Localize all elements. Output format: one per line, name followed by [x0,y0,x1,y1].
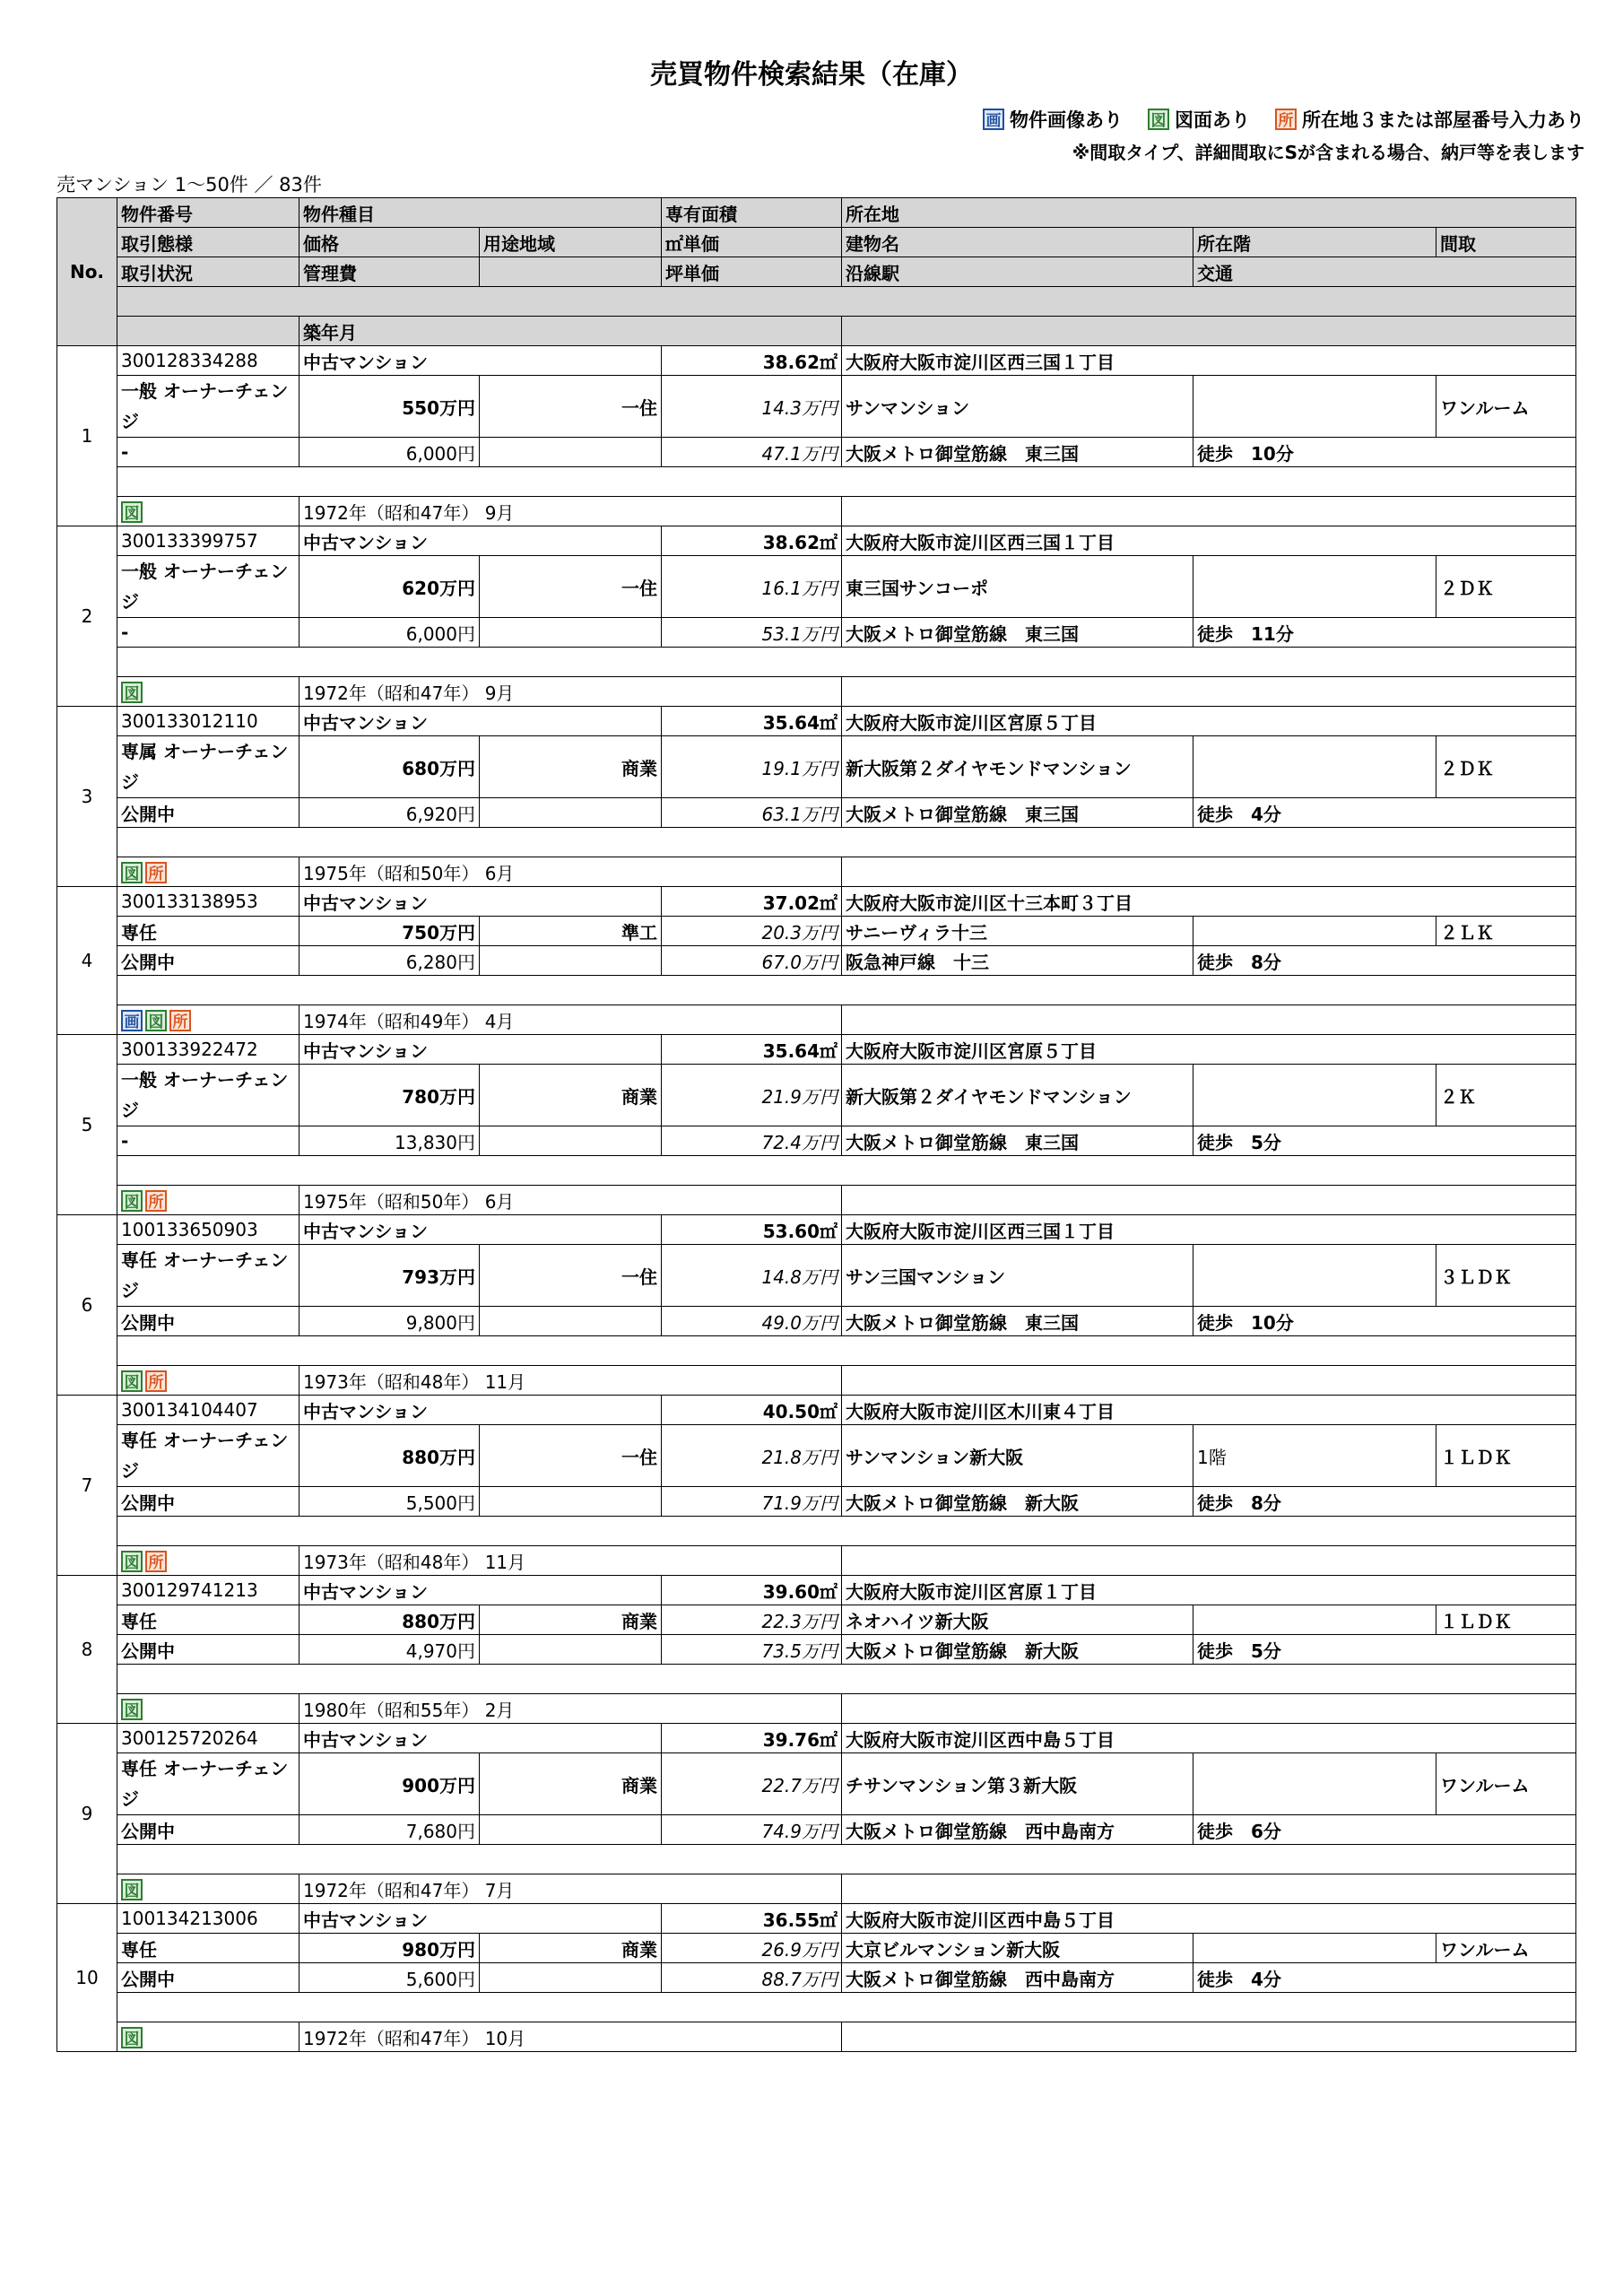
property-id: 300133012110 [117,707,299,736]
address: 大阪府大阪市淀川区西三国１丁目 [842,526,1576,556]
property-id: 300125720264 [117,1724,299,1753]
property-id: 300128334288 [117,346,299,376]
floorplan-available-icon: 図 [1148,109,1169,130]
access: 徒歩 10分 [1193,438,1576,467]
property-row-4 [57,1993,1576,2022]
location-detail-icon: 所 [145,1190,167,1212]
listing-status: 公開中 [117,946,299,976]
management-fee: 4,970円 [299,1635,480,1665]
property-row-4 [57,1517,1576,1546]
built-date: 1973年（昭和48年） 11月 [299,1366,842,1396]
deal-type: 専任 オーナーチェンジ [117,1753,299,1815]
built-date: 1972年（昭和47年） 7月 [299,1874,842,1904]
floorplan-available-icon: 図 [121,1190,143,1212]
listing-status: - [117,618,299,648]
price-per-tsubo: 73.5万円 [662,1635,842,1665]
floorplan-available-icon: 図 [121,862,143,883]
row-number: 2 [57,526,117,707]
property-row-3 [57,1487,1576,1517]
floorplan-available-icon: 図 [121,1370,143,1392]
room-layout: ２ＤＫ [1436,736,1576,798]
property-row-5 [57,677,1576,707]
row-number: 5 [57,1035,117,1215]
property-id: 300133399757 [117,526,299,556]
feature-icons [117,1694,299,1724]
header-fee: 管理費 [299,257,480,287]
nearest-station: 大阪メトロ御堂筋線 西中島南方 [842,1815,1193,1845]
floor-level [1193,376,1436,438]
deal-type: 一般 オーナーチェンジ [117,1065,299,1126]
property-row-4 [57,976,1576,1005]
price-per-tsubo: 67.0万円 [662,946,842,976]
header-row-3 [57,257,1576,287]
deal-type: 専任 オーナーチェンジ [117,1245,299,1307]
property-row-4 [57,1336,1576,1366]
building-name: サンマンション新大阪 [842,1425,1193,1487]
building-name: 新大阪第２ダイヤモンドマンション [842,1065,1193,1126]
access: 徒歩 10分 [1193,1307,1576,1336]
access: 徒歩 4分 [1193,798,1576,828]
property-row-1 [57,526,1576,556]
legend-label-image: 物件画像あり [1010,109,1123,131]
floor-level [1193,917,1436,946]
property-row-3 [57,1815,1576,1845]
address: 大阪府大阪市淀川区木川東４丁目 [842,1396,1576,1425]
price: 780万円 [299,1065,480,1126]
built-date: 1980年（昭和55年） 2月 [299,1694,842,1724]
nearest-station: 大阪メトロ御堂筋線 西中島南方 [842,1963,1193,1993]
location-detail-icon: 所 [145,1370,167,1392]
row-number: 8 [57,1576,117,1724]
built-date: 1974年（昭和49年） 4月 [299,1005,842,1035]
result-count: 売マンション 1〜50件 ／ 83件 [56,174,322,196]
header-id: 物件番号 [117,198,299,228]
zoning: 一住 [480,1425,662,1487]
building-name: 東三国サンコーポ [842,556,1193,618]
property-row-2 [57,556,1576,618]
property-row-1 [57,346,1576,376]
listing-status: 公開中 [117,1815,299,1845]
property-row-3 [57,1307,1576,1336]
location-detail-icon: 所 [1275,109,1297,130]
floor-area: 39.60㎡ [662,1576,842,1605]
price-per-sqm: 20.3万円 [662,917,842,946]
property-row-4 [57,648,1576,677]
floor-area: 40.50㎡ [662,1396,842,1425]
property-id: 300134104407 [117,1396,299,1425]
legend [983,106,1584,133]
property-row-5 [57,1874,1576,1904]
floor-level [1193,1065,1436,1126]
feature-icons [117,1874,299,1904]
property-id: 300133922472 [117,1035,299,1065]
floor-area: 38.62㎡ [662,526,842,556]
price-per-sqm: 22.3万円 [662,1605,842,1635]
price-per-sqm: 26.9万円 [662,1934,842,1963]
location-detail-icon: 所 [145,862,167,883]
floor-area: 38.62㎡ [662,346,842,376]
header-row-2 [57,228,1576,257]
price-per-tsubo: 71.9万円 [662,1487,842,1517]
property-row-1 [57,1576,1576,1605]
room-layout: ２ＬＫ [1436,917,1576,946]
header-building: 建物名 [842,228,1193,257]
price-per-sqm: 14.3万円 [662,376,842,438]
property-row-2 [57,1934,1576,1963]
row-number: 7 [57,1396,117,1576]
price: 900万円 [299,1753,480,1815]
management-fee: 7,680円 [299,1815,480,1845]
floor-level: 1階 [1193,1425,1436,1487]
price-per-tsubo: 88.7万円 [662,1963,842,1993]
header-sqm: ㎡単価 [662,228,842,257]
legend-label-location: 所在地３または部屋番号入力あり [1302,109,1584,131]
price-per-tsubo: 53.1万円 [662,618,842,648]
row-number: 9 [57,1724,117,1904]
row-number: 10 [57,1904,117,2052]
property-row-1 [57,1035,1576,1065]
layout-note: ※間取タイプ、詳細間取にSが含まれる場合、納戸等を表します [1072,142,1584,163]
property-row-3 [57,618,1576,648]
price-per-sqm: 22.7万円 [662,1753,842,1815]
management-fee: 6,920円 [299,798,480,828]
row-number: 1 [57,346,117,526]
management-fee: 9,800円 [299,1307,480,1336]
property-id: 100134213006 [117,1904,299,1934]
property-id: 100133650903 [117,1215,299,1245]
zoning: 一住 [480,376,662,438]
property-type: 中古マンション [299,526,662,556]
property-row-2 [57,1753,1576,1815]
management-fee: 6,000円 [299,438,480,467]
property-row-4 [57,828,1576,857]
property-type: 中古マンション [299,346,662,376]
floor-area: 39.76㎡ [662,1724,842,1753]
header-access: 交通 [1193,257,1576,287]
building-name: サンマンション [842,376,1193,438]
property-row-1 [57,887,1576,917]
zoning: 商業 [480,1934,662,1963]
price-per-tsubo: 74.9万円 [662,1815,842,1845]
floor-level [1193,736,1436,798]
built-date: 1973年（昭和48年） 11月 [299,1546,842,1576]
results-table [56,197,1576,2052]
property-row-5 [57,1005,1576,1035]
header-area: 専有面積 [662,198,842,228]
address: 大阪府大阪市淀川区西三国１丁目 [842,346,1576,376]
feature-icons [117,497,299,526]
nearest-station: 大阪メトロ御堂筋線 新大阪 [842,1487,1193,1517]
built-date: 1975年（昭和50年） 6月 [299,1186,842,1215]
property-row-3 [57,1635,1576,1665]
floor-area: 35.64㎡ [662,707,842,736]
management-fee: 6,000円 [299,618,480,648]
access: 徒歩 5分 [1193,1126,1576,1156]
listing-status: - [117,438,299,467]
floor-area: 37.02㎡ [662,887,842,917]
property-type: 中古マンション [299,1904,662,1934]
building-name: 大京ビルマンション新大阪 [842,1934,1193,1963]
zoning: 商業 [480,1065,662,1126]
location-detail-icon: 所 [145,1551,167,1572]
property-type: 中古マンション [299,1035,662,1065]
property-row-2 [57,1425,1576,1487]
management-fee: 13,830円 [299,1126,480,1156]
feature-icons [117,677,299,707]
floor-level [1193,1605,1436,1635]
property-type: 中古マンション [299,1215,662,1245]
feature-icons [117,1005,299,1035]
price-per-sqm: 19.1万円 [662,736,842,798]
property-row-1 [57,1724,1576,1753]
property-row-3 [57,438,1576,467]
building-name: ネオハイツ新大阪 [842,1605,1193,1635]
price-per-sqm: 14.8万円 [662,1245,842,1307]
built-date: 1972年（昭和47年） 9月 [299,497,842,526]
floor-area: 35.64㎡ [662,1035,842,1065]
built-date: 1975年（昭和50年） 6月 [299,857,842,887]
price: 980万円 [299,1934,480,1963]
row-number: 4 [57,887,117,1035]
property-id: 300129741213 [117,1576,299,1605]
floor-area: 36.55㎡ [662,1904,842,1934]
zoning: 商業 [480,736,662,798]
property-row-3 [57,798,1576,828]
floor-level [1193,1934,1436,1963]
access: 徒歩 4分 [1193,1963,1576,1993]
deal-type: 一般 オーナーチェンジ [117,376,299,438]
listing-status: - [117,1126,299,1156]
room-layout: １ＬＤＫ [1436,1605,1576,1635]
deal-type: 専任 [117,917,299,946]
property-row-5 [57,857,1576,887]
building-name: サン三国マンション [842,1245,1193,1307]
deal-type: 専任 オーナーチェンジ [117,1425,299,1487]
property-row-1 [57,707,1576,736]
property-row-1 [57,1215,1576,1245]
price: 620万円 [299,556,480,618]
management-fee: 5,600円 [299,1963,480,1993]
property-row-5 [57,1186,1576,1215]
price-per-tsubo: 72.4万円 [662,1126,842,1156]
property-type: 中古マンション [299,1396,662,1425]
access: 徒歩 6分 [1193,1815,1576,1845]
management-fee: 5,500円 [299,1487,480,1517]
header-price: 価格 [299,228,480,257]
room-layout: １ＬＤＫ [1436,1425,1576,1487]
property-row-2 [57,736,1576,798]
property-row-2 [57,1245,1576,1307]
listing-status: 公開中 [117,1635,299,1665]
nearest-station: 大阪メトロ御堂筋線 東三国 [842,438,1193,467]
feature-icons [117,1546,299,1576]
nearest-station: 阪急神戸線 十三 [842,946,1193,976]
floorplan-available-icon: 図 [121,1879,143,1900]
property-type: 中古マンション [299,1576,662,1605]
property-row-1 [57,1396,1576,1425]
nearest-station: 大阪メトロ御堂筋線 東三国 [842,798,1193,828]
header-built: 築年月 [299,317,842,346]
property-row-4 [57,1845,1576,1874]
property-row-2 [57,1065,1576,1126]
header-row-4 [57,287,1576,317]
access: 徒歩 5分 [1193,1635,1576,1665]
property-row-4 [57,467,1576,497]
property-row-3 [57,1963,1576,1993]
address: 大阪府大阪市淀川区西中島５丁目 [842,1724,1576,1753]
built-date: 1972年（昭和47年） 9月 [299,677,842,707]
image-available-icon: 画 [121,1010,143,1031]
price-per-tsubo: 49.0万円 [662,1307,842,1336]
property-row-2 [57,376,1576,438]
access: 徒歩 8分 [1193,946,1576,976]
listing-status: 公開中 [117,1487,299,1517]
room-layout: ワンルーム [1436,1753,1576,1815]
page-title: 売買物件検索結果（在庫） [650,59,973,91]
nearest-station: 大阪メトロ御堂筋線 東三国 [842,1307,1193,1336]
zoning: 一住 [480,556,662,618]
price-per-tsubo: 63.1万円 [662,798,842,828]
image-available-icon: 画 [983,109,1004,130]
property-row-5 [57,1546,1576,1576]
zoning: 準工 [480,917,662,946]
price-per-sqm: 16.1万円 [662,556,842,618]
nearest-station: 大阪メトロ御堂筋線 東三国 [842,618,1193,648]
header-row-5 [57,317,1576,346]
header-type: 物件種目 [299,198,662,228]
floorplan-available-icon: 図 [121,2027,143,2048]
property-row-2 [57,917,1576,946]
property-row-3 [57,946,1576,976]
listing-status: 公開中 [117,1963,299,1993]
floor-level [1193,1753,1436,1815]
row-number: 3 [57,707,117,887]
built-date: 1972年（昭和47年） 10月 [299,2022,842,2052]
price: 680万円 [299,736,480,798]
nearest-station: 大阪メトロ御堂筋線 東三国 [842,1126,1193,1156]
floor-level [1193,556,1436,618]
property-row-4 [57,1156,1576,1186]
management-fee: 6,280円 [299,946,480,976]
room-layout: ３ＬＤＫ [1436,1245,1576,1307]
property-type: 中古マンション [299,707,662,736]
header-deal: 取引態様 [117,228,299,257]
price: 793万円 [299,1245,480,1307]
property-row-4 [57,1665,1576,1694]
price: 750万円 [299,917,480,946]
row-number: 6 [57,1215,117,1396]
deal-type: 専任 [117,1934,299,1963]
floorplan-available-icon: 図 [121,1551,143,1572]
floorplan-available-icon: 図 [145,1010,167,1031]
address: 大阪府大阪市淀川区宮原１丁目 [842,1576,1576,1605]
floorplan-available-icon: 図 [121,501,143,523]
property-type: 中古マンション [299,887,662,917]
property-row-5 [57,2022,1576,2052]
floorplan-available-icon: 図 [121,1699,143,1720]
property-row-5 [57,497,1576,526]
address: 大阪府大阪市淀川区宮原５丁目 [842,1035,1576,1065]
header-status: 取引状況 [117,257,299,287]
room-layout: ２ＤＫ [1436,556,1576,618]
feature-icons [117,1186,299,1215]
address: 大阪府大阪市淀川区十三本町３丁目 [842,887,1576,917]
property-row-5 [57,1694,1576,1724]
property-row-5 [57,1366,1576,1396]
property-type: 中古マンション [299,1724,662,1753]
deal-type: 専属 オーナーチェンジ [117,736,299,798]
price: 550万円 [299,376,480,438]
address: 大阪府大阪市淀川区宮原５丁目 [842,707,1576,736]
floorplan-available-icon: 図 [121,682,143,703]
building-name: チサンマンション第３新大阪 [842,1753,1193,1815]
zoning: 一住 [480,1245,662,1307]
header-station: 沿線駅 [842,257,1193,287]
room-layout: ２Ｋ [1436,1065,1576,1126]
listing-status: 公開中 [117,798,299,828]
access: 徒歩 8分 [1193,1487,1576,1517]
location-detail-icon: 所 [169,1010,191,1031]
building-name: 新大阪第２ダイヤモンドマンション [842,736,1193,798]
feature-icons [117,1366,299,1396]
room-layout: ワンルーム [1436,1934,1576,1963]
header-no: No. [57,198,117,346]
address: 大阪府大阪市淀川区西三国１丁目 [842,1215,1576,1245]
building-name: サニーヴィラ十三 [842,917,1193,946]
room-layout: ワンルーム [1436,376,1576,438]
feature-icons [117,857,299,887]
floor-level [1193,1245,1436,1307]
price-per-sqm: 21.8万円 [662,1425,842,1487]
zoning: 商業 [480,1605,662,1635]
header-address: 所在地 [842,198,1576,228]
price-per-sqm: 21.9万円 [662,1065,842,1126]
property-row-1 [57,1904,1576,1934]
price: 880万円 [299,1425,480,1487]
feature-icons [117,2022,299,2052]
floor-area: 53.60㎡ [662,1215,842,1245]
price: 880万円 [299,1605,480,1635]
header-tsubo: 坪単価 [662,257,842,287]
header-layout: 間取 [1436,228,1576,257]
header-row-1 [57,198,1576,228]
zoning: 商業 [480,1753,662,1815]
nearest-station: 大阪メトロ御堂筋線 新大阪 [842,1635,1193,1665]
listing-status: 公開中 [117,1307,299,1336]
header-floor: 所在階 [1193,228,1436,257]
access: 徒歩 11分 [1193,618,1576,648]
property-row-3 [57,1126,1576,1156]
legend-label-floorplan: 図面あり [1175,109,1250,131]
property-row-2 [57,1605,1576,1635]
header-zone: 用途地域 [480,228,662,257]
property-id: 300133138953 [117,887,299,917]
deal-type: 専任 [117,1605,299,1635]
deal-type: 一般 オーナーチェンジ [117,556,299,618]
address: 大阪府大阪市淀川区西中島５丁目 [842,1904,1576,1934]
price-per-tsubo: 47.1万円 [662,438,842,467]
